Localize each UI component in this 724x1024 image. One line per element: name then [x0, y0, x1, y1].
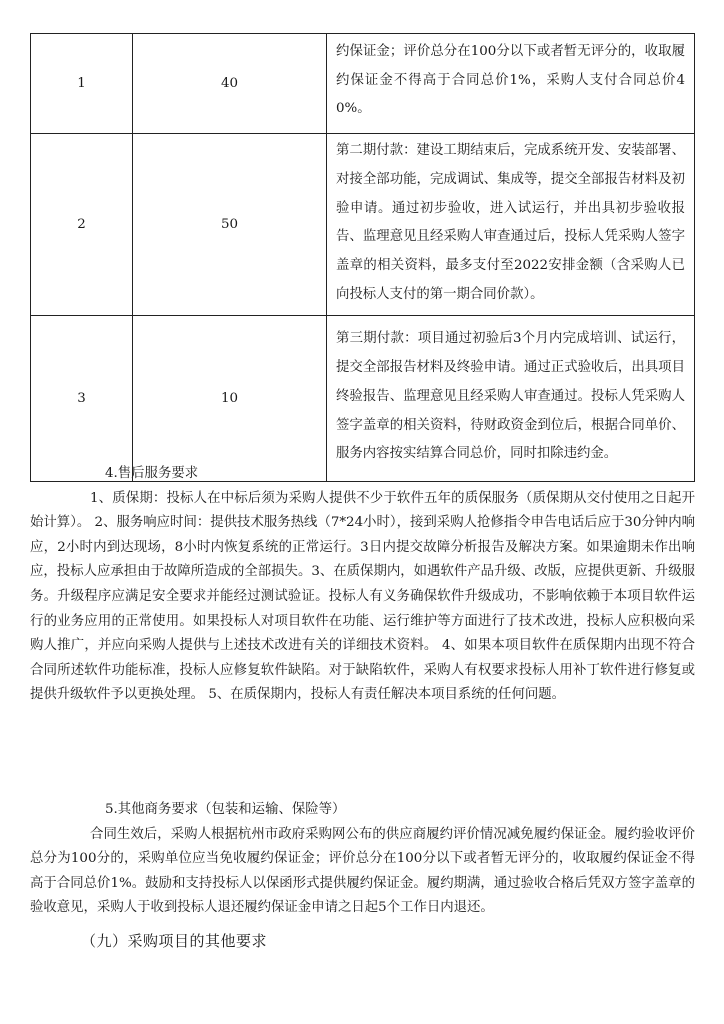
payment-description: 第三期付款：项目通过初验后3个月内完成培训、试运行，提交全部报告材料及终验申请。通过正式验收后，出具项目终验报告、监理意见且经采购人审查通过。投标人凭采购人签字盖章的相关资料，待财政资金到位后，根据合同单价、服务内容按实结算合同总价，同时扣除违约金。: [327, 315, 695, 481]
payment-description: 约保证金；评价总分在100分以下或者暂无评分的，收取履约保证金不得高于合同总价1%，采购人支付合同总价40%。: [327, 34, 695, 134]
table-row: [31, 315, 695, 481]
row-number: 3: [31, 315, 133, 481]
table-row: [31, 34, 695, 134]
section-paragraph: 1、质保期：投标人在中标后须为采购人提供不少于软件五年的质保服务（质保期从交付使用之日起开始计算）。 2、服务响应时间：提供技术服务热线（7*24小时），接到采购人抢修指令申告电话后应于30分钟内响应，2小时内到达现场，8小时内恢复系统的正常运行。3日内提交故障分析报告及解决方案。如果逾期未作出响应，投标人应承担由于故障所造成的全部损失。3、在质保期内，如遇软件产品升级、改版，应提供更新、升级服务。升级程序应满足安全要求并能经过测试验证。投标人有义务确保软件升级成功，不影响依赖于本项目软件运行的业务应用的正常使用。如果投标人对项目软件在功能、运行维护等方面进行了技术改进，投标人应积极向采购人推广，并应向采购人提供与上述技术改进有关的详细技术资料。 4、如果本项目软件在质保期内出现不符合合同所述软件功能标准，投标人应修复软件缺陷。对于缺陷软件，采购人有权要求投标人用补丁软件进行修复或提供升级软件予以更换处理。 5、在质保期内，投标人有责任解决本项目系统的任何问题。: [30, 490, 695, 703]
payment-percent: 10: [133, 315, 327, 481]
section-heading: 5.其他商务要求（包装和运输、保险等）: [105, 802, 346, 817]
row-number: 2: [31, 134, 133, 316]
payment-table: [30, 33, 695, 482]
section-nine-heading: （九）采购项目的其他要求: [81, 932, 268, 950]
after-sales-section: [30, 462, 695, 708]
other-business-section: [30, 798, 695, 921]
payment-percent: 40: [133, 34, 327, 134]
section-heading: 4.售后服务要求: [105, 466, 199, 481]
table-row: [31, 134, 695, 316]
payment-percent: 50: [133, 134, 327, 316]
section-paragraph: 合同生效后，采购人根据杭州市政府采购网公布的供应商履约评价情况减免履约保证金。履约验收评价总分为100分的，采购单位应当免收履约保证金；评价总分在100分以下或者暂无评分的，收取履约保证金不得高于合同总价1%。鼓励和支持投标人以保函形式提供履约保证金。履约期满，通过验收合格后凭双方签字盖章的验收意见，采购人于收到投标人退还履约保证金申请之日起5个工作日内退还。: [30, 826, 695, 916]
payment-description: 第二期付款：建设工期结束后，完成系统开发、安装部署、对接全部功能，完成调试、集成等，提交全部报告材料及初验申请。通过初步验收，进入试运行，并出具初步验收报告、监理意见且经采购人审查通过后，投标人凭采购人签字盖章的相关资料，最多支付至2022安排金额（含采购人已向投标人支付的第一期合同价款）。: [327, 134, 695, 316]
row-number: 1: [31, 34, 133, 134]
